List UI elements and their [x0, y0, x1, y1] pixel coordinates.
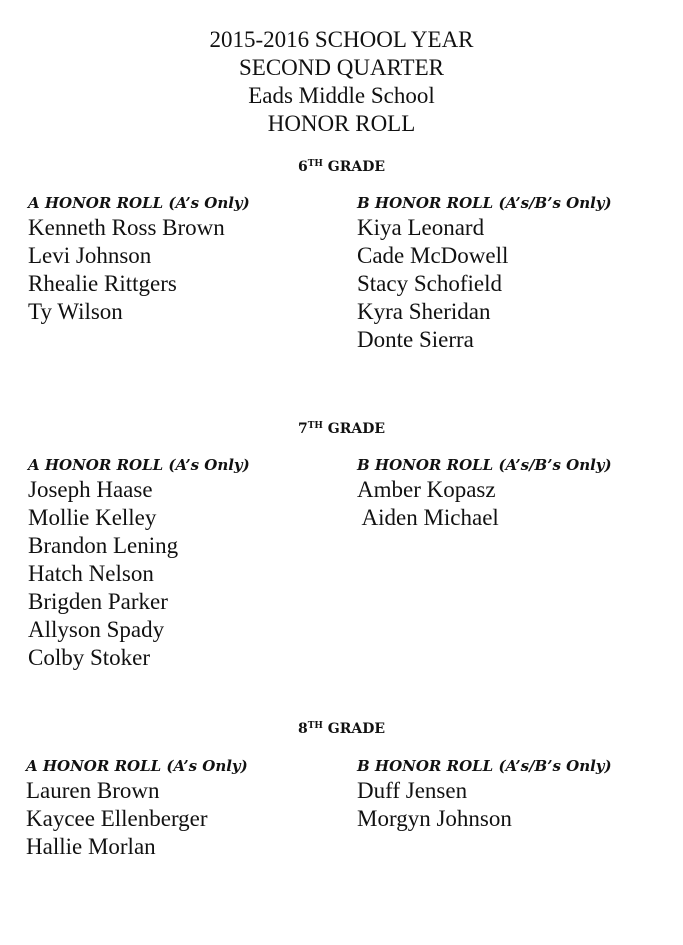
school-year-title: 2015-2016 SCHOOL YEAR [209, 27, 474, 52]
student-name: Ty Wilson [28, 299, 123, 324]
a-honor-roll-heading: A HONOR ROLL (A’s Only) [26, 757, 248, 775]
student-name: Hallie Morlan [26, 834, 156, 859]
student-name: Kiya Leonard [357, 215, 485, 240]
grade-8-a-honor-roll [26, 755, 248, 861]
grade-number: 7 [297, 421, 308, 437]
grade-6-heading [0, 155, 683, 176]
honor-roll-title: HONOR ROLL [267, 111, 416, 136]
student-name: Allyson Spady [28, 617, 165, 642]
document-header [0, 26, 683, 138]
student-name: Mollie Kelley [28, 505, 157, 530]
grade-suffix: TH [307, 721, 323, 731]
student-name: Amber Kopasz [357, 477, 496, 502]
student-name: Stacy Schofield [357, 271, 502, 296]
student-name: Joseph Haase [28, 477, 153, 502]
student-name: Lauren Brown [26, 778, 160, 803]
grade-label: GRADE [327, 721, 386, 737]
student-name: Kenneth Ross Brown [28, 215, 225, 240]
student-name: Colby Stoker [28, 645, 151, 670]
student-name: Duff Jensen [357, 778, 468, 803]
student-name: Brigden Parker [28, 589, 168, 614]
a-honor-roll-names [28, 214, 250, 326]
grade-label: GRADE [327, 159, 386, 175]
student-name: Rhealie Rittgers [28, 271, 177, 296]
student-name: Kaycee Ellenberger [26, 806, 208, 831]
quarter-title: SECOND QUARTER [239, 55, 444, 80]
grade-suffix: TH [307, 159, 323, 169]
grade-8-b-honor-roll [357, 755, 612, 833]
b-honor-roll-heading: B HONOR ROLL (A’s/B’s Only) [357, 456, 612, 474]
b-honor-roll-heading: B HONOR ROLL (A’s/B’s Only) [357, 757, 612, 775]
grade-number: 8 [297, 721, 308, 737]
student-name: Morgyn Johnson [357, 806, 512, 831]
grade-7-b-honor-roll [357, 454, 612, 532]
student-name: Aiden Michael [357, 505, 499, 530]
grade-number: 6 [297, 159, 308, 175]
b-honor-roll-names [357, 777, 612, 833]
a-honor-roll-heading: A HONOR ROLL (A’s Only) [28, 194, 250, 212]
grade-suffix: TH [307, 421, 323, 431]
student-name: Cade McDowell [357, 243, 509, 268]
student-name: Levi Johnson [28, 243, 152, 268]
student-name: Hatch Nelson [28, 561, 154, 586]
a-honor-roll-names [26, 777, 248, 861]
grade-7-heading [0, 417, 683, 438]
student-name: Donte Sierra [357, 327, 474, 352]
a-honor-roll-names [28, 476, 250, 672]
grade-6-b-honor-roll [357, 192, 612, 354]
school-name: Eads Middle School [248, 83, 435, 108]
grade-7-a-honor-roll [28, 454, 250, 672]
b-honor-roll-heading: B HONOR ROLL (A’s/B’s Only) [357, 194, 612, 212]
grade-6-a-honor-roll [28, 192, 250, 326]
b-honor-roll-names [357, 476, 612, 532]
grade-8-heading [0, 717, 683, 738]
grade-label: GRADE [327, 421, 386, 437]
student-name: Kyra Sheridan [357, 299, 491, 324]
student-name: Brandon Lening [28, 533, 179, 558]
a-honor-roll-heading: A HONOR ROLL (A’s Only) [28, 456, 250, 474]
b-honor-roll-names [357, 214, 612, 354]
